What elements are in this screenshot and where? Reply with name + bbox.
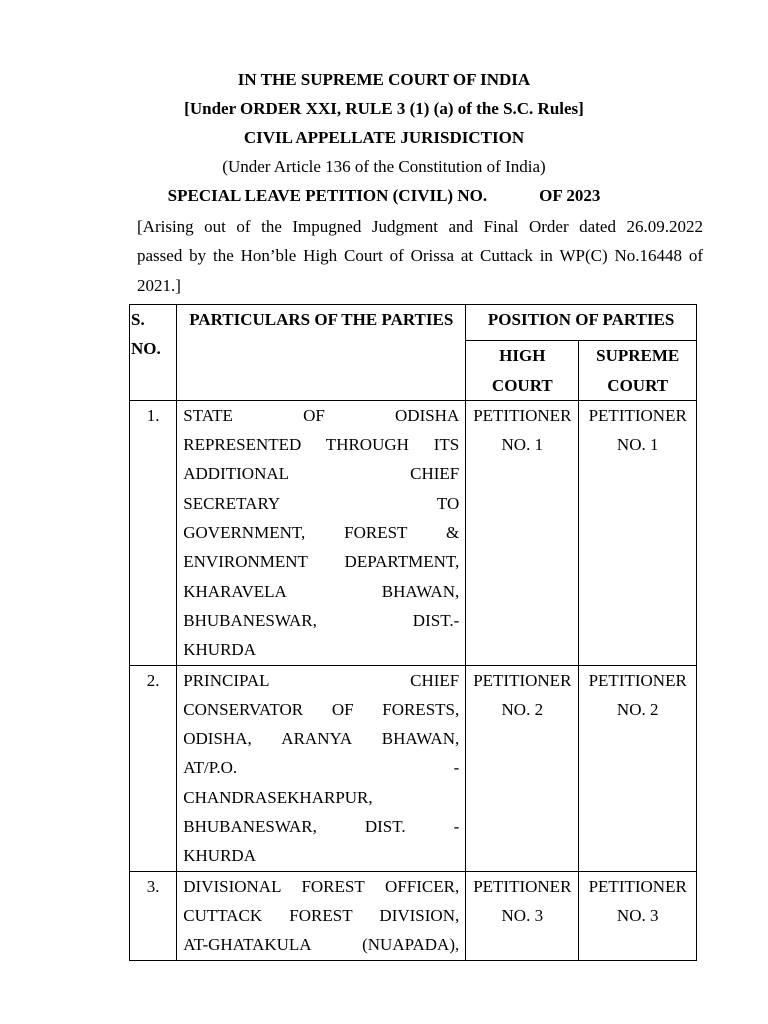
header-supreme-court: SUPREME COURT xyxy=(579,341,697,401)
header-position: POSITION OF PARTIES xyxy=(466,305,697,341)
table-row xyxy=(130,665,697,871)
particulars-line: CHANDRASEKHARPUR, xyxy=(183,787,373,807)
particulars-line: STATE OF ODISHA xyxy=(183,405,460,425)
arising-paragraph xyxy=(137,212,703,300)
slp-title xyxy=(0,181,768,210)
row-sno: 3. xyxy=(130,871,177,960)
particulars-line: DIVISIONAL FOREST OFFICER, xyxy=(183,876,460,896)
particulars-line: BHUBANESWAR, DIST. - xyxy=(183,817,460,837)
row-particulars xyxy=(177,665,466,871)
slp-label: SPECIAL LEAVE PETITION (CIVIL) NO. xyxy=(167,186,488,205)
particulars-line: REPRESENTED THROUGH ITS xyxy=(183,435,460,455)
row-supreme-court: PETITIONER NO. 1 xyxy=(579,400,697,665)
header-high-court: HIGH COURT xyxy=(466,341,579,401)
particulars-line: KHARAVELA BHAWAN, xyxy=(183,581,460,601)
row-supreme-court: PETITIONER NO. 2 xyxy=(579,665,697,871)
particulars-line: ODISHA, ARANYA BHAWAN, xyxy=(183,729,460,749)
row-particulars xyxy=(177,871,466,960)
header-particulars: PARTICULARS OF THE PARTIES xyxy=(177,305,466,401)
particulars-line: AT/P.O. - xyxy=(183,758,460,778)
particulars-line: CONSERVATOR OF FORESTS, xyxy=(183,699,460,719)
row-high-court: PETITIONER NO. 3 xyxy=(466,871,579,960)
particulars-line: PRINCIPAL CHIEF xyxy=(183,670,460,690)
particulars-line: BHUBANESWAR, DIST.- xyxy=(183,610,460,630)
row-particulars xyxy=(177,400,466,665)
table-row xyxy=(130,871,697,960)
row-sno: 1. xyxy=(130,400,177,665)
row-supreme-court: PETITIONER NO. 3 xyxy=(579,871,697,960)
table-row xyxy=(130,400,697,665)
particulars-line: AT-GHATAKULA (NUAPADA), xyxy=(183,935,460,955)
particulars-line: ENVIRONMENT DEPARTMENT, xyxy=(183,552,460,572)
row-high-court: PETITIONER NO. 1 xyxy=(466,400,579,665)
court-title: IN THE SUPREME COURT OF INDIA xyxy=(237,70,531,89)
arising-line: passed by the Hon’ble High Court of Orissa at Cuttack in WP(C) No.16448 of xyxy=(137,246,703,266)
slp-year: OF 2023 xyxy=(539,186,601,205)
particulars-line: CUTTACK FOREST DIVISION, xyxy=(183,905,460,925)
row-sno: 2. xyxy=(130,665,177,871)
particulars-line: GOVERNMENT, FOREST & xyxy=(183,523,460,543)
order-rule: [Under ORDER XXI, RULE 3 (1) (a) of the S.C. Rules] xyxy=(184,99,584,118)
particulars-line: KHURDA xyxy=(183,640,256,660)
parties-table xyxy=(129,304,697,961)
particulars-line: KHURDA xyxy=(183,846,256,866)
arising-line: [Arising out of the Impugned Judgment and Final Order dated 26.09.2022 xyxy=(137,217,703,236)
jurisdiction: CIVIL APPELLATE JURISDICTION xyxy=(243,128,525,147)
particulars-line: ADDITIONAL CHIEF xyxy=(183,464,460,484)
article-ref: (Under Article 136 of the Constitution of India) xyxy=(222,157,546,176)
arising-line: 2021.] xyxy=(137,275,181,295)
header-sno: S. NO. xyxy=(130,305,177,401)
particulars-line: SECRETARY TO xyxy=(183,493,460,513)
row-high-court: PETITIONER NO. 2 xyxy=(466,665,579,871)
